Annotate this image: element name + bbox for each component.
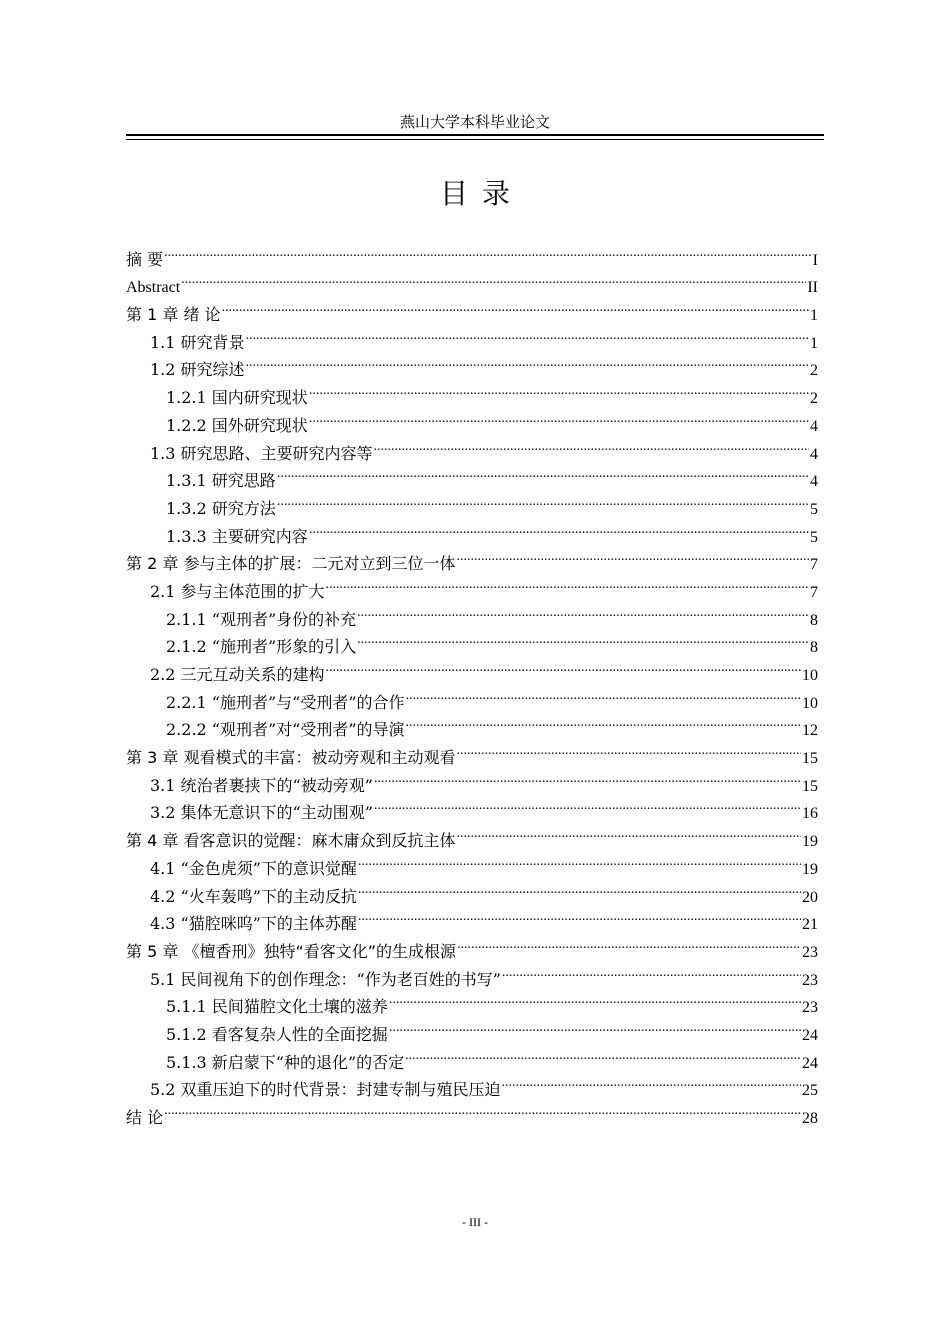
toc-entry-label: 第 5 章 《檀香刑》独特“看客文化”的生成根源	[126, 941, 457, 961]
toc-entry-label: 摘 要	[126, 249, 164, 269]
toc-entry-label: 1.1 研究背景	[150, 332, 245, 352]
toc-dot-leader	[374, 791, 801, 819]
toc-entry-page: 19	[802, 833, 818, 851]
toc-entry-page: 19	[802, 860, 818, 878]
toc-dot-leader	[456, 818, 801, 846]
toc-entry-label: 2.1.2 “施刑者”形象的引入	[166, 637, 357, 657]
toc-entry-label: 2.1.1 “观刑者”身份的补充	[166, 609, 357, 629]
toc-entry-page: 23	[802, 943, 818, 961]
toc-entry-label: 3.1 统治者裹挟下的“被动旁观”	[150, 775, 373, 795]
toc-entry-label: 2.1 参与主体范围的扩大	[150, 581, 325, 601]
toc-entry-page: 25	[802, 1082, 818, 1100]
toc-dot-leader	[222, 292, 809, 320]
toc-dot-leader	[502, 1068, 801, 1096]
toc-dot-leader	[277, 486, 809, 514]
toc-dot-leader	[358, 902, 801, 930]
toc-entry-page: 21	[802, 916, 818, 934]
toc-dot-leader	[326, 569, 809, 597]
toc-entry-page: 1	[810, 307, 818, 325]
toc-dot-leader	[181, 265, 806, 293]
toc-entry-page: 8	[810, 639, 818, 657]
toc-entry-page: II	[807, 279, 818, 297]
toc-entry-label: 4.3 “猫腔咪呜”下的主体苏醒	[150, 914, 357, 934]
toc-dot-leader	[502, 957, 801, 985]
toc-dot-leader	[358, 846, 801, 874]
toc-entry-label: 1.2.1 国内研究现状	[166, 388, 308, 408]
toc-entry-page: 5	[810, 500, 818, 518]
toc-entry-page: 2	[810, 362, 818, 380]
toc-entry-label: 第 3 章 观看模式的丰富：被动旁观和主动观看	[126, 748, 456, 768]
toc-entry-page: 2	[810, 390, 818, 408]
toc-entry-page: 23	[802, 971, 818, 989]
toc-dot-leader	[406, 708, 801, 736]
toc-entry-page: 24	[802, 1054, 818, 1072]
toc-entry-page: 23	[802, 999, 818, 1017]
toc-dot-leader	[389, 1012, 801, 1040]
toc-dot-leader	[164, 237, 812, 265]
toc-dot-leader	[374, 431, 809, 459]
toc-entry-label: 1.3.2 研究方法	[166, 498, 276, 518]
toc-dot-leader	[277, 459, 809, 487]
toc-entry-label: 1.3.1 研究思路	[166, 471, 276, 491]
toc-entry-label: 2.2.1 “施刑者”与“受刑者”的合作	[166, 692, 405, 712]
toc-dot-leader	[164, 1095, 801, 1123]
toc-entry-page: 20	[802, 888, 818, 906]
toc-entry-page: 1	[810, 334, 818, 352]
toc-entry-label: 5.1 民间视角下的创作理念：“作为老百姓的书写”	[150, 969, 501, 989]
header-rule-thin	[126, 139, 824, 140]
toc-dot-leader	[326, 652, 801, 680]
toc-list	[126, 237, 818, 1127]
toc-dot-leader	[389, 985, 801, 1013]
toc-dot-leader	[309, 375, 809, 403]
toc-entry-page: 5	[810, 528, 818, 546]
page-number: - III -	[462, 1215, 488, 1229]
toc-entry-label: 4.1 “金色虎须”下的意识觉醒	[150, 858, 357, 878]
toc-entry-label: 5.2 双重压迫下的时代背景：封建专制与殖民压迫	[150, 1080, 501, 1100]
toc-entry-page: 4	[810, 473, 818, 491]
toc-entry-page: 12	[802, 722, 818, 740]
toc-entry-label: 5.1.1 民间猫腔文化土壤的滋养	[166, 997, 388, 1017]
toc-entry-page: 16	[802, 805, 818, 823]
toc-title: 目录	[439, 177, 524, 210]
toc-entry-label: 3.2 集体无意识下的“主动围观”	[150, 803, 373, 823]
toc-dot-leader	[246, 320, 809, 348]
toc-entry-label: 第 4 章 看客意识的觉醒：麻木庸众到反抗主体	[126, 831, 456, 851]
header-rule-thick	[126, 134, 824, 136]
toc-dot-leader	[358, 874, 801, 902]
toc-dot-leader	[357, 625, 809, 653]
toc-entry-page: 15	[802, 777, 818, 795]
toc-entry-page: 7	[810, 556, 818, 574]
page-header: 燕山大学本科毕业论文	[399, 113, 550, 131]
toc-entry-page: 24	[802, 1026, 818, 1044]
toc-entry-label: 1.3 研究思路、主要研究内容等	[150, 443, 373, 463]
toc-entry-page: 8	[810, 611, 818, 629]
toc-entry-page: 10	[802, 694, 818, 712]
toc-entry-label: 第 2 章 参与主体的扩展：二元对立到三位一体	[126, 554, 456, 574]
toc-dot-leader	[406, 680, 801, 708]
toc-entry-label: 1.3.3 主要研究内容	[166, 526, 308, 546]
toc-entry-label: 1.2.2 国外研究现状	[166, 415, 308, 435]
toc-dot-leader	[374, 763, 801, 791]
toc-entry-page: 28	[802, 1110, 818, 1127]
toc-dot-leader	[357, 597, 809, 625]
toc-entry[interactable]	[126, 237, 818, 269]
toc-entry-page: 10	[802, 667, 818, 684]
toc-entry[interactable]	[126, 265, 818, 297]
toc-entry-label: 4.2 “火车轰鸣”下的主动反抗	[150, 886, 357, 906]
toc-entry-page: 4	[810, 417, 818, 435]
toc-dot-leader	[456, 542, 809, 570]
toc-dot-leader	[405, 1040, 801, 1068]
toc-entry-label: 结 论	[126, 1108, 164, 1127]
toc-dot-leader	[457, 929, 801, 957]
toc-entry-label: 2.2.2 “观刑者”对“受刑者”的导演	[166, 720, 405, 740]
toc-entry-label: 第 1 章 绪 论	[126, 305, 221, 325]
toc-entry-page: 15	[802, 750, 818, 768]
toc-entry-label: 1.2 研究综述	[150, 360, 245, 380]
toc-entry[interactable]	[126, 1095, 818, 1127]
toc-entry[interactable]	[126, 292, 818, 325]
toc-entry-page: I	[812, 251, 818, 269]
toc-dot-leader	[309, 514, 809, 542]
toc-dot-leader	[246, 348, 809, 376]
toc-entry-label: 2.2 三元互动关系的建构	[150, 665, 325, 684]
toc-entry[interactable]	[126, 320, 818, 352]
toc-entry-label: 5.1.3 新启蒙下“种的退化”的否定	[166, 1052, 405, 1072]
toc-entry-page: 7	[810, 583, 818, 601]
toc-dot-leader	[309, 403, 809, 431]
toc-entry-page: 4	[810, 445, 818, 463]
toc-entry-label: 5.1.2 看客复杂人性的全面挖掘	[166, 1024, 388, 1044]
toc-dot-leader	[456, 735, 801, 763]
toc-entry-label: Abstract	[126, 279, 181, 297]
